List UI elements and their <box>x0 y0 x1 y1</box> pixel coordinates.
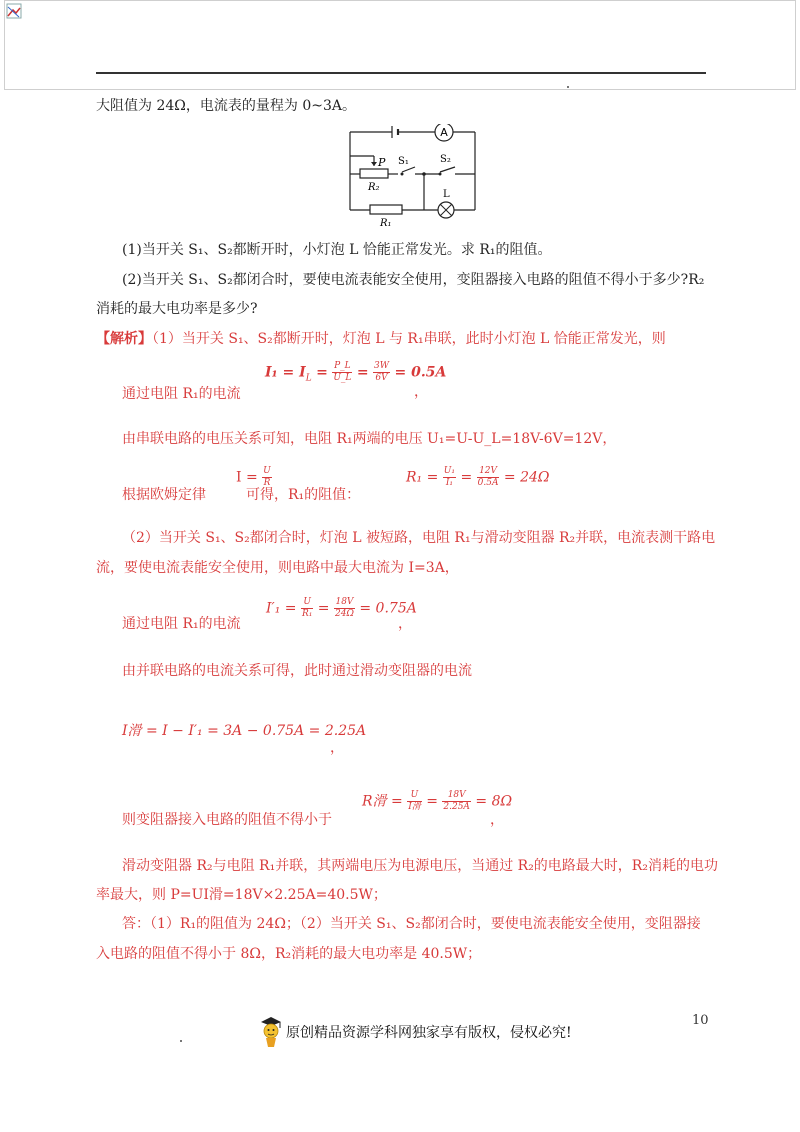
eq5-num: U <box>407 790 422 802</box>
solution-line: 流，要使电流表能安全使用，则电路中最大电流为 I=3A， <box>96 560 459 576</box>
text: 可得，R₁的阻值： <box>246 487 361 503</box>
comma: ， <box>398 616 412 632</box>
comma: ， <box>490 812 504 828</box>
r1-label: R₁ <box>380 218 392 229</box>
eq3-den2: 24Ω <box>335 609 354 619</box>
eq5-den: I滑 <box>408 802 421 812</box>
ohm-den: R <box>263 478 271 488</box>
eq1-lhs: I₁ = I <box>265 364 306 381</box>
document-image-icon <box>6 3 22 19</box>
footer-copyright: 原创精品资源学科网独家享有版权，侵权必究! <box>286 1025 572 1041</box>
answer-line: 入电路的阻值不得小于 8Ω，R₂消耗的最大电功率是 40.5W； <box>96 946 482 962</box>
eq3-result: = 0.75A <box>359 600 417 617</box>
slider-p-label: P <box>378 156 386 169</box>
solution-line: 由串联电路的电压关系可知，电阻 R₁两端的电压 U₁=U-U_L=18V-6V=12V， <box>122 431 617 447</box>
eq3-num: U <box>301 597 313 609</box>
solution-line <box>122 485 360 505</box>
eq2-den: I₁ <box>445 478 453 488</box>
question-1: (1)当开关 S₁、S₂都断开时，小灯泡 L 恰能正常发光。求 R₁的阻值。 <box>122 242 552 258</box>
solution-line: 由并联电路的电流关系可得，此时通过滑动变阻器的电流 <box>122 663 472 679</box>
eq2-den2: 0.5A <box>477 478 499 488</box>
ammeter-label: A <box>440 126 448 139</box>
eq1-result: = 0.5A <box>394 364 447 381</box>
decorative-dot <box>567 86 569 88</box>
eq3-lhs: I′₁ = <box>266 600 297 617</box>
eq1-num: P_L <box>334 361 351 371</box>
solution-line: 通过电阻 R₁的电流 <box>122 616 241 632</box>
eq2-frac-2 <box>477 466 500 489</box>
ohm-prefix: I = <box>236 469 258 486</box>
s1-label: S₁ <box>398 156 409 167</box>
eq1-sub: L <box>305 373 312 384</box>
lamp-label: L <box>443 189 450 200</box>
page-number: 10 <box>692 1013 709 1028</box>
answer-line: 答：（1）R₁的阻值为 24Ω；（2）当开关 S₁、S₂都闭合时，要使电流表能安全使用，变阻器接 <box>122 916 701 932</box>
r2-label: R₂ <box>368 182 380 193</box>
solution-tag: 【解析】 <box>96 331 152 347</box>
eq1-frac-2 <box>373 361 390 384</box>
eq5-frac-2 <box>442 790 471 813</box>
eq2-result: = 24Ω <box>503 469 550 486</box>
header-rule <box>96 72 706 74</box>
solution-line: 通过电阻 R₁的电流 <box>122 386 241 402</box>
eq1-num2: 3W <box>374 361 390 371</box>
eq3-frac-1 <box>301 597 313 620</box>
eq3-num2: 18V <box>335 597 354 607</box>
equation-2: R₁ = $\frac{\text{U₁}}{\text{I₁}}$ = $\frac{12V}{0.5A}$ = 24Ω <box>406 466 550 488</box>
eq3-frac-2 <box>334 597 355 620</box>
student-mascot-icon <box>258 1014 284 1048</box>
page-header-frame <box>4 0 796 90</box>
question-2-line-2: 消耗的最大电功率是多少? <box>96 301 258 317</box>
text: 根据欧姆定律 <box>122 487 206 503</box>
eq1-frac-1 <box>332 361 352 384</box>
eq1-den2: 6V <box>375 373 388 383</box>
eq3-den: R₁ <box>301 609 313 619</box>
eq5-result: = 8Ω <box>475 793 513 810</box>
solution-line: （2）当开关 S₁、S₂都闭合时，灯泡 L 被短路，电阻 R₁与滑动变阻器 R₂并联，电流表测干路电 <box>122 530 716 546</box>
equation-1: $I_1 = I_L$ = $\frac{P\_L}{U\_L}$ = $\frac{3W}{6V}$ = 0.5A <box>265 361 447 384</box>
eq5-den2: 2.25A <box>443 802 470 812</box>
solution-line <box>96 329 666 349</box>
equation-4: I滑 = I − I′₁ = 3A − 0.75A = 2.25A <box>122 723 367 739</box>
eq2-frac-1 <box>443 466 456 489</box>
question-2-line-1: (2)当开关 S₁、S₂都闭合时，要使电流表能安全使用，变阻器接入电路的阻值不得小于多少?R₂ <box>122 272 705 288</box>
eq5-frac-1 <box>407 790 422 813</box>
equation-3: I′₁ = $\frac{U}{\text{R₁}}$ = $\frac{18V}{24\Omega}$ = 0.75A <box>266 597 417 619</box>
equation-5: R滑 = $\frac{U}{\text{I滑}}$ = $\frac{18V}{2.25A}$ = 8Ω <box>362 790 513 812</box>
eq1-den: U_L <box>333 373 352 383</box>
s2-label: S₂ <box>440 154 451 165</box>
eq2-lhs: R₁ = <box>406 469 439 486</box>
problem-text-line: 大阻值为 24Ω，电流表的量程为 0~3A。 <box>96 98 356 114</box>
solution-line: 滑动变阻器 R₂与电阻 R₁并联，其两端电压为电源电压，当通过 R₂的电路最大时，R₂消耗的电功 <box>122 858 718 874</box>
solution-text: （1）当开关 S₁、S₂都断开时，灯泡 L 与 R₁串联，此时小灯泡 L 恰能正常发光，则 <box>152 331 666 347</box>
eq5-num2: 18V <box>442 790 471 802</box>
decorative-dot <box>180 1040 182 1042</box>
solution-line: 则变阻器接入电路的阻值不得小于 <box>122 812 332 828</box>
circuit-diagram <box>340 124 490 230</box>
comma: ， <box>414 384 428 400</box>
eq2-num: U₁ <box>443 466 455 476</box>
eq2-num2: 12V <box>477 466 500 478</box>
solution-line: 率最大，则 P=UI滑=18V×2.25A=40.5W； <box>96 887 387 903</box>
ohm-num: U <box>263 466 271 476</box>
comma: ， <box>330 740 344 756</box>
eq5-lhs: R滑 = <box>362 793 403 810</box>
